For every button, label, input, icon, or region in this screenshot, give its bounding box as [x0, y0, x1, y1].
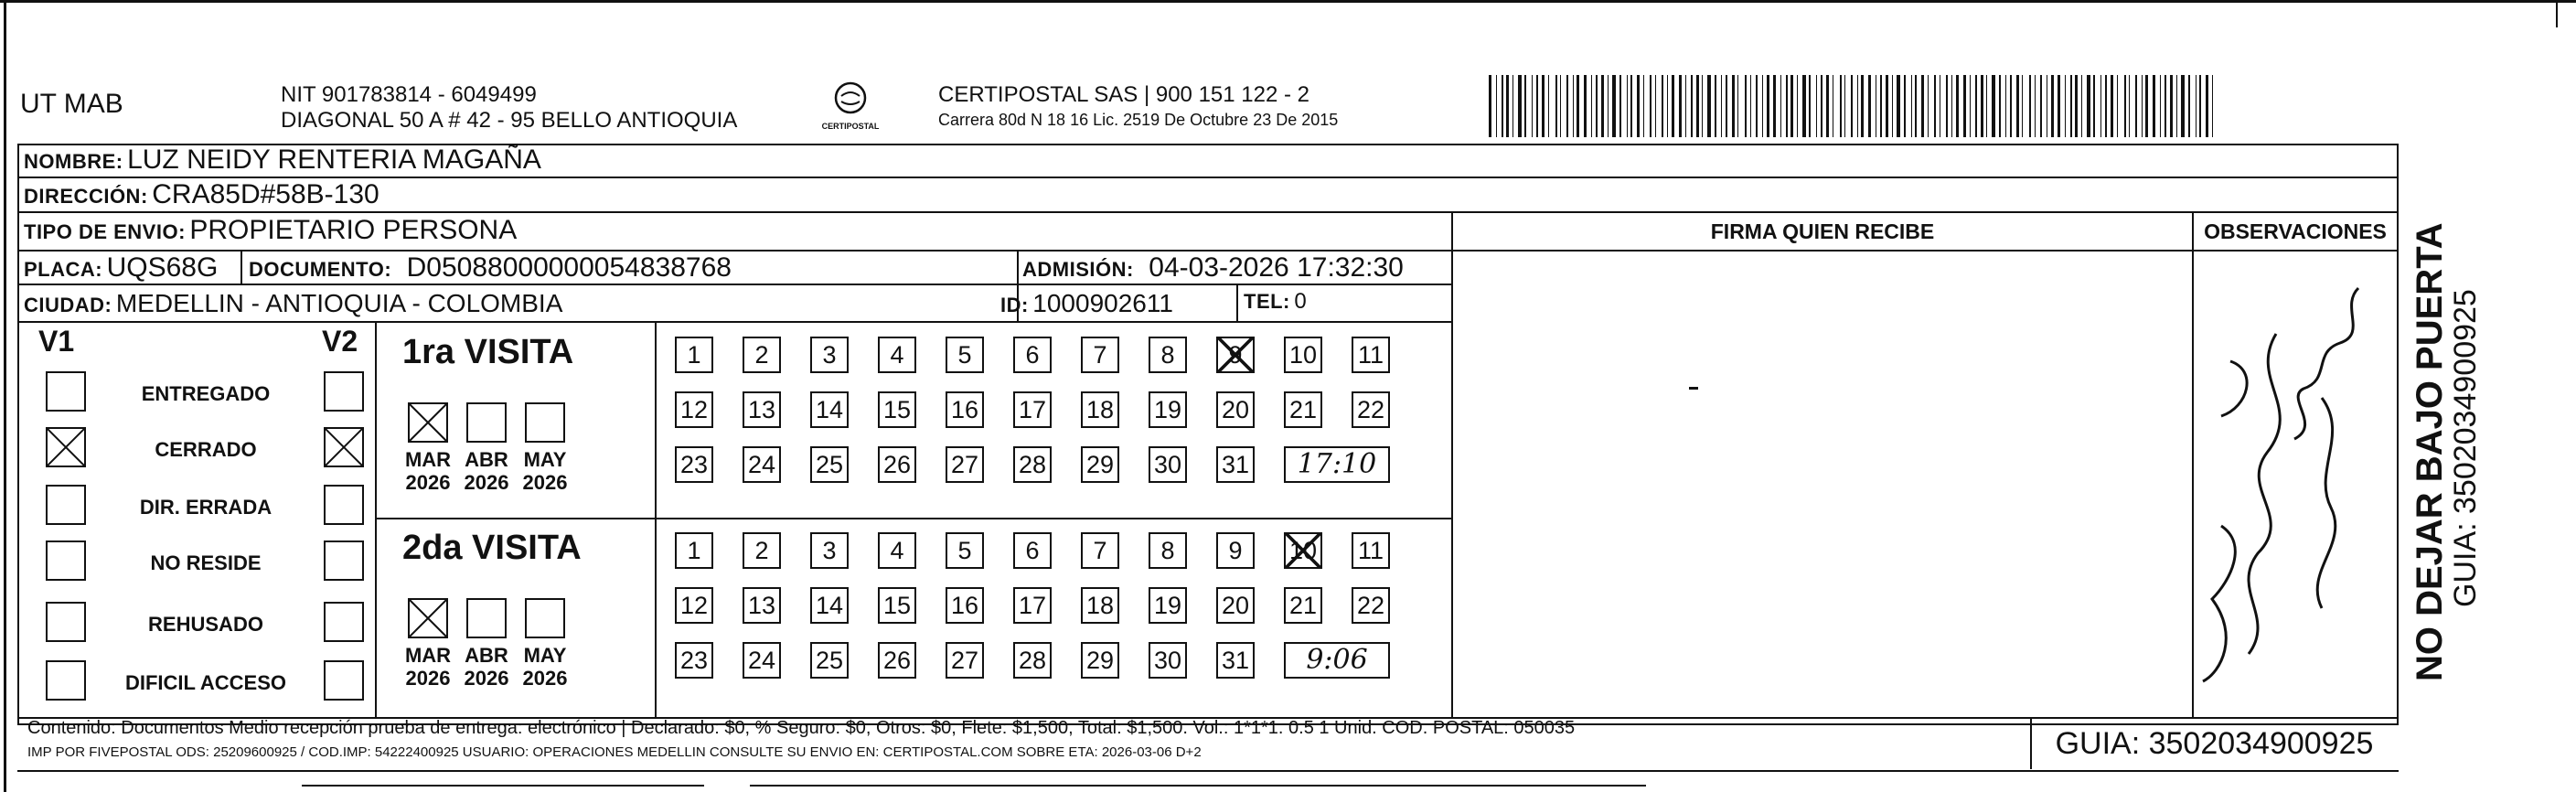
day-box[interactable]: 2: [743, 337, 781, 373]
day-box[interactable]: 12: [675, 587, 713, 624]
document-value: D05088000000054838768: [406, 252, 732, 283]
guia-box: GUIA: 3502034900925: [2030, 719, 2397, 769]
recipient-address: CRA85D#58B-130: [152, 179, 379, 209]
day-box[interactable]: 17: [1013, 391, 1052, 428]
month-name: MAY: [523, 644, 567, 667]
month-label: [401, 644, 455, 690]
plate-field: [24, 252, 218, 284]
day-box[interactable]: 21: [1284, 391, 1322, 428]
month-year: 2026: [522, 667, 568, 690]
v1-checkbox[interactable]: [46, 371, 86, 412]
observations-area[interactable]: [2194, 252, 2397, 717]
day-box[interactable]: 13: [743, 587, 781, 624]
day-box[interactable]: 6: [1013, 337, 1052, 373]
day-box[interactable]: 18: [1081, 587, 1119, 624]
v2-checkbox[interactable]: [324, 427, 364, 467]
month-name: MAY: [523, 448, 567, 471]
v2-header: V2: [322, 325, 358, 358]
day-box[interactable]: 11: [1352, 532, 1390, 569]
day-box[interactable]: 22: [1352, 587, 1390, 624]
day-box[interactable]: 14: [810, 391, 849, 428]
month-year: 2026: [464, 667, 509, 690]
visit-title: 2da VISITA: [402, 529, 582, 567]
document-field: [249, 252, 732, 284]
day-box[interactable]: 8: [1149, 532, 1187, 569]
day-box[interactable]: 15: [878, 391, 916, 428]
handwritten-observation: [2194, 252, 2397, 717]
day-box[interactable]: 23: [675, 446, 713, 483]
footer-bottom: [17, 770, 2399, 772]
visit-inner-divider: [655, 321, 657, 717]
day-box[interactable]: 4: [878, 532, 916, 569]
day-box[interactable]: 13: [743, 391, 781, 428]
v2-checkbox[interactable]: [324, 540, 364, 581]
day-box[interactable]: 10: [1284, 337, 1322, 373]
logo-text: CERTIPOSTAL: [821, 122, 880, 131]
day-box[interactable]: 10: [1284, 532, 1322, 569]
signature-area[interactable]: [1453, 252, 2192, 717]
type-row: [24, 215, 517, 246]
day-box[interactable]: 2: [743, 532, 781, 569]
day-box[interactable]: 17: [1013, 587, 1052, 624]
day-box[interactable]: 30: [1149, 446, 1187, 483]
month-checkbox[interactable]: [525, 598, 565, 638]
day-box[interactable]: 29: [1081, 446, 1119, 483]
day-box[interactable]: 1: [675, 532, 713, 569]
day-box[interactable]: 25: [810, 642, 849, 679]
day-box[interactable]: 16: [946, 587, 984, 624]
month-label: [459, 448, 514, 494]
month-label: [518, 448, 572, 494]
day-box[interactable]: 28: [1013, 446, 1052, 483]
day-box[interactable]: 20: [1216, 391, 1255, 428]
day-box[interactable]: 3: [810, 532, 849, 569]
month-year: 2026: [464, 471, 509, 494]
day-box[interactable]: 4: [878, 337, 916, 373]
day-box[interactable]: 11: [1352, 337, 1390, 373]
day-box[interactable]: 3: [810, 337, 849, 373]
day-box[interactable]: 9: [1216, 532, 1255, 569]
day-box[interactable]: 1: [675, 337, 713, 373]
status-top: [17, 321, 1453, 323]
carrier-name: CERTIPOSTAL SAS | 900 151 122 - 2: [938, 82, 1309, 107]
day-box[interactable]: 27: [946, 446, 984, 483]
month-year: 2026: [405, 471, 451, 494]
admission-label: ADMISIÓN:: [1022, 258, 1134, 281]
v1-checkbox[interactable]: [46, 602, 86, 642]
admission-value: 04-03-2026 17:32:30: [1149, 252, 1404, 283]
v1-checkbox[interactable]: [46, 427, 86, 467]
month-label: [459, 644, 514, 690]
name-label: NOMBRE:: [24, 150, 123, 173]
company-name: UT MAB: [20, 89, 123, 119]
day-box[interactable]: 19: [1149, 391, 1187, 428]
content-line: Contenido: Documentos Medio recepción prueba de entrega: electrónico | Declarado: $0, % Seguro: $0, Otros: $0, Flete: $1,500, Total: $1,500. Vol.: 1*1*1. 0.5 1 Unid. COD. POSTAL: 050035: [27, 718, 1576, 738]
no-dejar-warning: NO DEJAR BAJO PUERTA: [2410, 222, 2450, 681]
visit-time[interactable]: 9:06: [1284, 642, 1390, 679]
id-field: [1000, 289, 1173, 318]
day-box[interactable]: 28: [1013, 642, 1052, 679]
v2-checkbox[interactable]: [324, 602, 364, 642]
day-box[interactable]: 25: [810, 446, 849, 483]
tel-label: TEL:: [1244, 290, 1290, 313]
month-name: MAR: [404, 644, 452, 667]
day-box[interactable]: 7: [1081, 532, 1119, 569]
visit-divider: [375, 518, 1453, 519]
month-label: [518, 644, 572, 690]
carrier-logo: [814, 78, 887, 133]
imp-line: IMP POR FIVEPOSTAL ODS: 25209600925 / COD.IMP: 54222400925 USUARIO: OPERACIONES MEDELLIN CONSULTE SU ENVIO EN: CERTIPOSTAL.COM SOBRE ETA: 2026-03-06 D+2: [27, 744, 1202, 760]
admission-field: [1022, 252, 1404, 284]
day-box[interactable]: 19: [1149, 587, 1187, 624]
month-checkbox[interactable]: [408, 598, 448, 638]
v1-checkbox[interactable]: [46, 660, 86, 701]
day-box[interactable]: 23: [675, 642, 713, 679]
day-box[interactable]: 31: [1216, 446, 1255, 483]
day-box[interactable]: 26: [878, 642, 916, 679]
v2-checkbox[interactable]: [324, 371, 364, 412]
signature-label: FIRMA QUIEN RECIBE: [1710, 219, 1935, 243]
month-label: [401, 448, 455, 494]
v2-checkbox[interactable]: [324, 485, 364, 525]
city-label: CIUDAD:: [24, 294, 112, 316]
month-checkbox[interactable]: [408, 402, 448, 443]
document-label: DOCUMENTO:: [249, 258, 392, 281]
v1-header: V1: [38, 325, 75, 358]
type-label: TIPO DE ENVIO:: [24, 220, 186, 243]
observations-label: OBSERVACIONES: [2204, 219, 2387, 243]
barcode: [1489, 75, 2216, 137]
right-edge-mark: [2556, 0, 2558, 27]
id-value: 1000902611: [1032, 289, 1173, 317]
day-box[interactable]: 5: [946, 532, 984, 569]
visit-title: 1ra VISITA: [402, 333, 574, 371]
id-label: ID:: [1000, 294, 1029, 316]
month-year: 2026: [522, 471, 568, 494]
day-box[interactable]: 12: [675, 391, 713, 428]
day-box[interactable]: 15: [878, 587, 916, 624]
day-box[interactable]: 30: [1149, 642, 1187, 679]
day-box[interactable]: 9: [1216, 337, 1255, 373]
plate-label: PLACA:: [24, 258, 103, 281]
left-border: [4, 0, 6, 792]
carrier-license: Carrera 80d N 18 16 Lic. 2519 De Octubre 23 De 2015: [938, 111, 1339, 129]
status-label: NO RESIDE: [150, 551, 262, 574]
plate-value: UQS68G: [106, 252, 219, 283]
row-divider: [17, 211, 2399, 213]
month-year: 2026: [405, 667, 451, 690]
day-box[interactable]: 21: [1284, 587, 1322, 624]
tel-value: 0: [1294, 289, 1307, 314]
day-box[interactable]: 24: [743, 642, 781, 679]
day-box[interactable]: 16: [946, 391, 984, 428]
bottom-mark: [302, 785, 704, 787]
tel-field: [1244, 289, 1307, 315]
month-checkbox[interactable]: [466, 402, 507, 443]
day-box[interactable]: 24: [743, 446, 781, 483]
city-field: [24, 289, 562, 318]
day-box[interactable]: 31: [1216, 642, 1255, 679]
status-label: DIFICIL ACCESO: [124, 671, 286, 694]
status-label: CERRADO: [155, 438, 257, 461]
day-box[interactable]: 6: [1013, 532, 1052, 569]
day-box[interactable]: 7: [1081, 337, 1119, 373]
status-label: DIR. ERRADA: [139, 496, 273, 519]
day-box[interactable]: 20: [1216, 587, 1255, 624]
v2-checkbox[interactable]: [324, 660, 364, 701]
recipient-name: LUZ NEIDY RENTERIA MAGAÑA: [127, 144, 541, 175]
side-guia: GUIA: 3502034900925: [2448, 289, 2483, 607]
name-row: [24, 144, 541, 176]
top-border: [0, 0, 2576, 3]
day-box[interactable]: 8: [1149, 337, 1187, 373]
day-box[interactable]: 22: [1352, 391, 1390, 428]
cell-divider: [1236, 284, 1238, 321]
address-label: DIRECCIÓN:: [24, 185, 148, 208]
cell-divider: [240, 250, 242, 284]
company-address: DIAGONAL 50 A # 42 - 95 BELLO ANTIOQUIA: [281, 108, 738, 133]
day-box[interactable]: 5: [946, 337, 984, 373]
visit-time[interactable]: 17:10: [1284, 446, 1390, 483]
status-label: ENTREGADO: [141, 382, 271, 405]
month-name: MAR: [404, 448, 452, 471]
signature-stray-mark: [1689, 387, 1698, 390]
status-label: REHUSADO: [148, 613, 263, 636]
shipment-type: PROPIETARIO PERSONA: [189, 215, 518, 245]
day-box[interactable]: 29: [1081, 642, 1119, 679]
bottom-mark: [750, 785, 1646, 787]
month-checkbox[interactable]: [525, 402, 565, 443]
row-divider: [17, 177, 2399, 178]
day-box[interactable]: 26: [878, 446, 916, 483]
city-value: MEDELLIN - ANTIOQUIA - COLOMBIA: [115, 289, 563, 317]
month-checkbox[interactable]: [466, 598, 507, 638]
day-box[interactable]: 27: [946, 642, 984, 679]
address-row: [24, 179, 379, 210]
v1-checkbox[interactable]: [46, 485, 86, 525]
day-box[interactable]: 14: [810, 587, 849, 624]
company-nit: NIT 901783814 - 6049499: [281, 82, 537, 107]
month-name: ABR: [465, 644, 508, 667]
day-box[interactable]: 18: [1081, 391, 1119, 428]
month-name: ABR: [465, 448, 508, 471]
v1-checkbox[interactable]: [46, 540, 86, 581]
